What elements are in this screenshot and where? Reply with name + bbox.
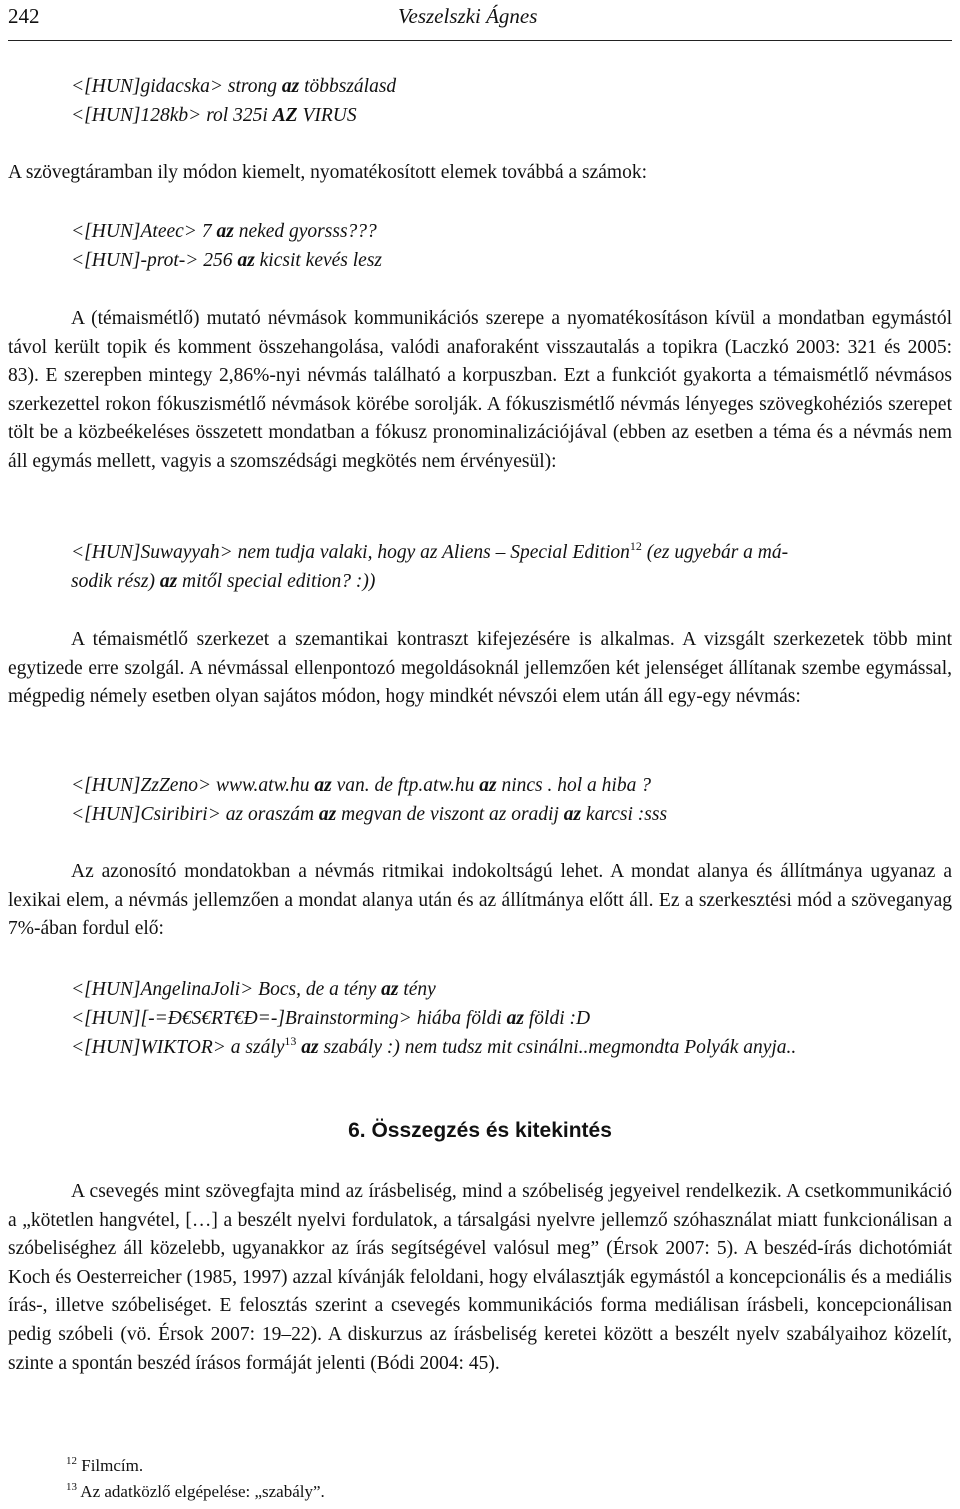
paragraph-1: A szövegtáramban ily módon kiemelt, nyomatékosított elemek továbbá a számok: xyxy=(8,162,648,183)
chat-line: <[HUN]-prot-> 256 az kicsit kevés lesz xyxy=(71,250,383,271)
section-heading: 6. Összegzés és kitekintés xyxy=(348,1119,612,1142)
footnotes xyxy=(8,1453,952,1505)
chat-line: <[HUN]128kb> rol 325i AZ VIRUS xyxy=(71,105,357,126)
footnote-ref-13: 13 xyxy=(284,1034,297,1048)
chat-line: <[HUN]WIKTOR> a szály$^{13}$ az szabály :) nem tudsz mit csinálni..megmondta Polyák anyja.. xyxy=(71,1034,797,1058)
chat-line: <[HUN]Suwayyah> nem tudja valaki, hogy az Aliens – Special Edition$^{12}$ (ez ugyebár a má- xyxy=(71,539,789,563)
paragraph-5: A csevegés mint szövegfajta mind az írásbeliség, mind a szóbeliség jegyeivel rendelkezik. A csetkommunikáció a „kötetlen hangvétel, […] a beszélt nyelvi fordulatok, a társalgási nyelvre jellemző szóhasználat miatt funkcionálisan a szóbeliséghez áll közelebb, ugyanakkor az írás segítségével valósul meg” (Érsok 2007: 5). A beszéd-írás dichotómiát Koch és Oesterreicher (1985, 1997) azzal kívánják feloldani, hogy elválasztják egymástól a koncepcionális és a mediális írás-, illetve szóbeliséget. E felosztás szerint a csevegés kommunikációs forma mediálisan írásbeli, koncepcionálisan pedig szóbeli (vö. Érsok 2007: 19–22). A diskurzus az írásbeliség keretei között a beszélt nyelv szabályaihoz közelít, szinte a spontán beszéd írásos formáját jelenti (Bódi 2004: 45). xyxy=(8,1181,952,1374)
chat-line: <[HUN]ZzZeno> www.atw.hu az van. de ftp.atw.hu az nincs . hol a hiba ? xyxy=(71,775,651,796)
footnote-12: $^{12}$ Filmcím. xyxy=(66,1455,144,1475)
paragraph-2: A (témaismétlő) mutató névmások kommunikációs szerepe a nyomatékosításon kívül a mondatban egymástól távol került topik és komment összehangolása, valódi anaforaként visszautalás a topikra (Laczkó 2003: 321 és 2005: 83). E szerepben mintegy 2,86%-nyi névmás található a korpuszban. Ezt a funkciót gyakorta a témaismétlő névmásos szerkezettel rokon fókuszismétlő névmások körébe sorolják. A fókuszismétlő névmás lényeges szövegkohéziós szerepet tölt be a közbeékeléses összetett mondatban a fókusz pronominalizációjával (ebben az esetben a téma és a névmás nem áll egymás mellett, vagyis a szomszédsági megkötés nem érvényesül): xyxy=(8,308,952,472)
chat-example-block-4 xyxy=(8,771,960,829)
chat-line: sodik rész) az mitől special edition? :)) xyxy=(71,571,376,592)
paragraph-4: Az azonosító mondatokban a névmás ritmikai indokoltságú lehet. A mondat alanya és állítmánya ugyanaz a lexikai elem, a névmás jellemzően a mondat alanya után és az állítmánya előtt áll. Ez a szerkesztési mód a szöveganyag 7%-ában fordul elő: xyxy=(8,861,952,940)
chat-example-block-1 xyxy=(8,72,960,130)
running-head-author: Veszelszki Ágnes xyxy=(398,4,538,28)
chat-line: <[HUN]gidacska> strong az többszálasd xyxy=(71,76,397,97)
chat-example-block-3 xyxy=(8,538,960,596)
chat-line: <[HUN]Ateec> 7 az neked gyorsss??? xyxy=(71,221,377,242)
paragraph-3: A témaismétlő szerkezet a szemantikai kontraszt kifejezésére is alkalmas. A vizsgált szerkezetek több mint egytizede erre szolgál. A névmással ellenpontozó megoldásoknál jellemzően két jelenséget állítanak szembe egymással, mégpedig némely esetben olyan sajátos módon, hogy mindkét névszói elem után áll egy-egy névmás: xyxy=(8,629,952,708)
chat-line: <[HUN]AngelinaJoli> Bocs, de a tény az tény xyxy=(71,979,436,1000)
chat-line: <[HUN][-=Ð€S€RT€Ð=-]Brainstorming> hiába földi az földi :D xyxy=(71,1008,591,1029)
page xyxy=(8,0,952,1501)
page-number: 242 xyxy=(8,4,40,28)
footnote-13: $^{13}$ Az adatközlő elgépelése: „szabály”. xyxy=(66,1481,325,1501)
footnote-ref-12: 12 xyxy=(629,539,642,553)
chat-example-block-5 xyxy=(8,975,960,1062)
chat-example-block-2 xyxy=(8,217,960,275)
chat-line: <[HUN]Csiribiri> az oraszám az megvan de viszont az oradij az karcsi :sss xyxy=(71,804,668,825)
page-header xyxy=(8,0,952,41)
